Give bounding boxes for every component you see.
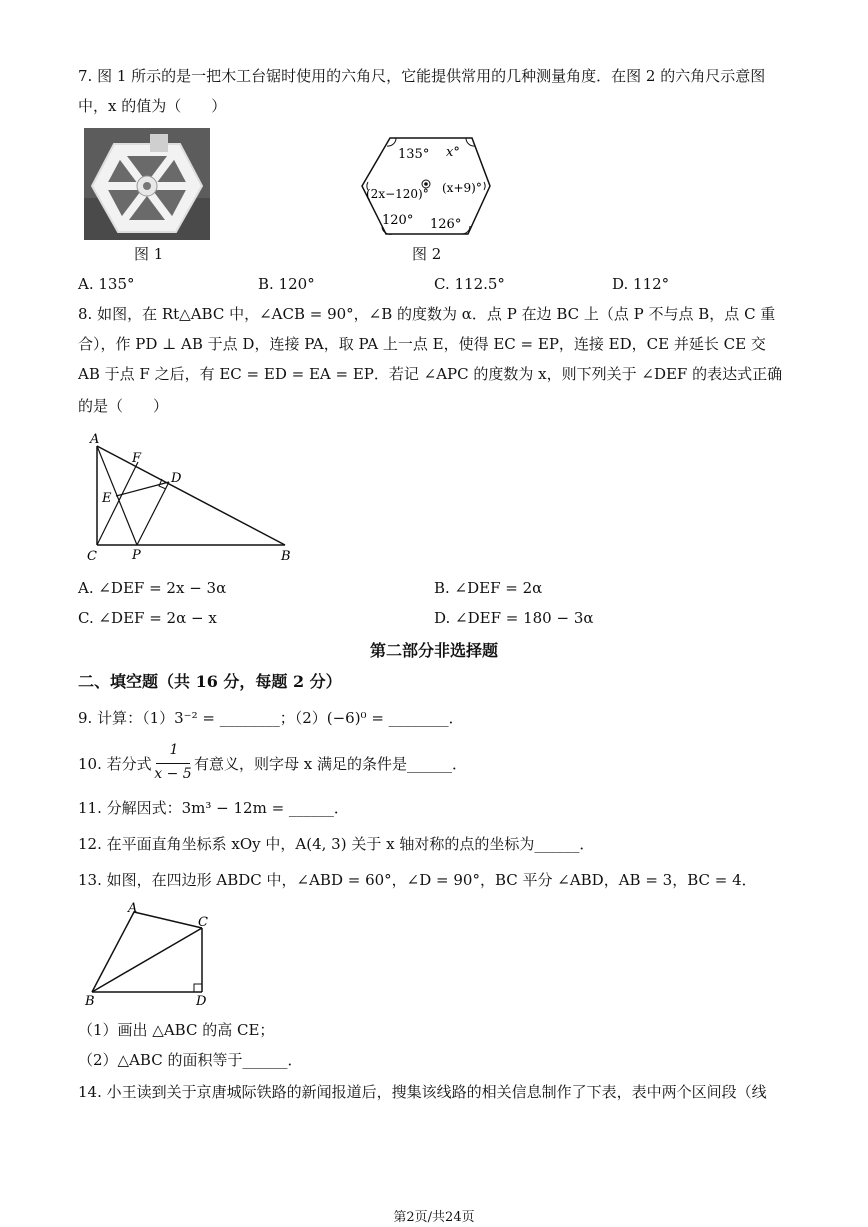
q8-label-d: D [171, 471, 182, 486]
page-footer: 第2页/共24页 [393, 1210, 475, 1225]
q10-fraction-bar [156, 763, 190, 764]
q7-option-c[interactable]: C. 112.5° [434, 275, 505, 293]
fig2-label-126: 126° [430, 217, 462, 232]
q7-stem-line1: 7. 图 1 所示的是一把木工台锯时使用的六角尺，它能提供常用的几种测量角度．在图 2 的六角尺示意图 [78, 67, 766, 85]
fig2-label-x-plus-9: (x+9)° [442, 181, 482, 195]
q13-label-c: C [198, 915, 208, 930]
q8-option-a[interactable]: A. ∠DEF = 2x − 3α [78, 579, 227, 597]
q7-stem-line2: 中，x 的值为（ ） [78, 97, 227, 115]
q7-option-a[interactable]: A. 135° [78, 275, 135, 293]
q13-label-d: D [196, 994, 207, 1009]
fig2-label-120: 120° [382, 213, 414, 228]
q13-label-b: B [85, 994, 95, 1009]
q8-stem-line1: 8. 如图，在 Rt△ABC 中，∠ACB = 90°，∠B 的度数为 α．点 P 在边 BC 上（点 P 不与点 B，点 C 重 [78, 305, 776, 323]
fig2-label-135: 135° [398, 147, 430, 162]
figure1-hex-gauge-photo [84, 128, 210, 240]
q13-quadrilateral-diagram [82, 898, 222, 1010]
figure2-hexagon-diagram [356, 132, 496, 242]
q10-prefix: 10. 若分式 [78, 755, 152, 773]
q13-sub1: （1）画出 △ABC 的高 CE； [78, 1021, 275, 1039]
q8-option-b[interactable]: B. ∠DEF = 2α [434, 579, 543, 597]
q10-denominator: x − 5 [154, 766, 192, 782]
q13-sub2: （2）△ABC 的面积等于______． [78, 1051, 303, 1069]
q8-label-a: A [90, 432, 100, 447]
q8-stem-line2: 合），作 PD ⊥ AB 于点 D，连接 PA，取 PA 上一点 E，使得 EC = EP，连接 ED，CE 并延长 CE 交 [78, 335, 766, 353]
figure1-caption: 图 1 [134, 245, 164, 263]
q8-stem-line4: 的是（ ） [78, 397, 169, 415]
q10-numerator: 1 [169, 742, 179, 758]
fig2-label-x: x° [446, 145, 460, 160]
q7-option-d[interactable]: D. 112° [612, 275, 670, 293]
q11-text: 11. 分解因式：3m³ − 12m = ______． [78, 799, 349, 817]
q8-label-p: P [132, 548, 141, 563]
q8-label-f: F [132, 451, 142, 466]
fig2-label-2x-120: (2x−120)° [366, 187, 429, 201]
q8-stem-line3: AB 于点 F 之后，有 EC = ED = EA = EP．若记 ∠APC 的度数为 x，则下列关于 ∠DEF 的表达式正确 [78, 365, 783, 383]
q8-label-e: E [102, 491, 112, 506]
section2-title: 二、填空题（共 16 分，每题 2 分） [78, 672, 342, 691]
q9-text: 9. 计算：（1）3⁻² = ________；（2）(−6)⁰ = ________． [78, 709, 464, 727]
q8-triangle-diagram [80, 426, 300, 568]
q12-text: 12. 在平面直角坐标系 xOy 中，A(4, 3) 关于 x 轴对称的点的坐标为______． [78, 835, 595, 853]
q8-option-d[interactable]: D. ∠DEF = 180 − 3α [434, 609, 594, 627]
q14-text: 14. 小王读到关于京唐城际铁路的新闻报道后，搜集该线路的相关信息制作了下表，表中两个区间段（线 [78, 1083, 767, 1101]
q8-label-b: B [281, 549, 291, 564]
q8-option-c[interactable]: C. ∠DEF = 2α − x [78, 609, 217, 627]
q13-label-a: A [128, 901, 138, 916]
q8-label-c: C [87, 549, 97, 564]
figure2-caption: 图 2 [412, 245, 442, 263]
part2-title: 第二部分非选择题 [369, 641, 498, 660]
q7-option-b[interactable]: B. 120° [258, 275, 315, 293]
q13-stem: 13. 如图，在四边形 ABDC 中，∠ABD = 60°，∠D = 90°，BC 平分 ∠ABD，AB = 3，BC = 4． [78, 871, 757, 889]
q10-suffix: 有意义，则字母 x 满足的条件是______． [194, 755, 467, 773]
